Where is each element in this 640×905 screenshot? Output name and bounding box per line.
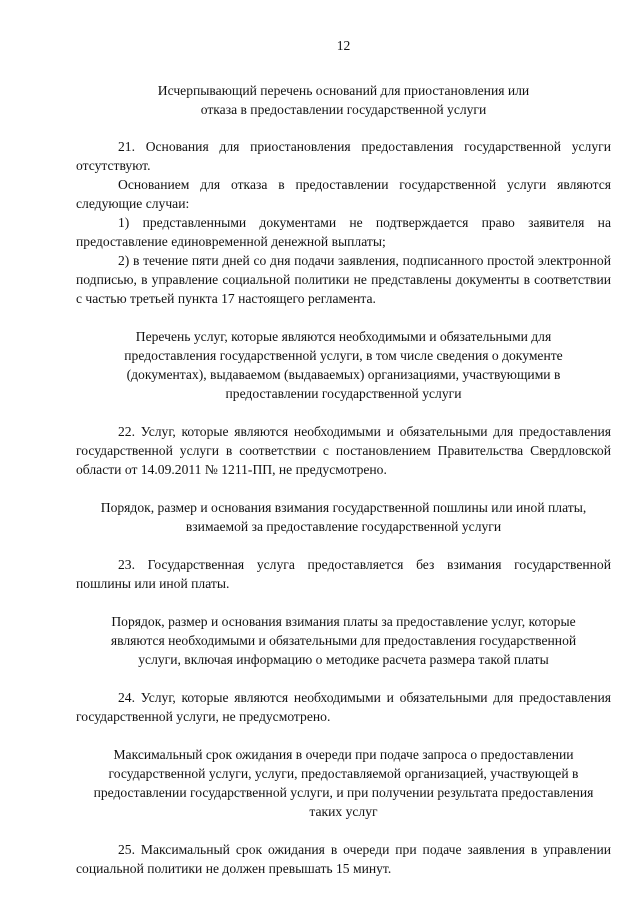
paragraph: 23. Государственная услуга предоставляется без взимания государственной пошлины или иной платы. [76, 557, 611, 591]
paragraph: 24. Услуг, которые являются необходимыми и обязательными для предоставления государственной услуги, не предусмотрено. [76, 690, 611, 724]
page-number: 12 [336, 38, 351, 53]
document-page [76, 36, 611, 878]
section-heading: Максимальный срок ожидания в очереди при подаче запроса о предоставлении государственной услуги, услуги, предоставляемой организацией, участвующей в предоставлении государственной услуги, и при получении результата предоставления таких услуг [93, 747, 594, 819]
paragraph: 25. Максимальный срок ожидания в очереди при подаче заявления в управлении социальной политики не должен превышать 15 минут. [76, 842, 611, 876]
section-heading: Исчерпывающий перечень оснований для приостановления или отказа в предоставлении государственной услуги [157, 83, 530, 117]
section-heading: Порядок, размер и основания взимания платы за предоставление услуг, которые являются необходимыми и обязательными для предоставления государственной услуги, включая информацию о методике расчета размера такой платы [110, 614, 577, 667]
paragraph: 22. Услуг, которые являются необходимыми и обязательными для предоставления государственной услуги в соответствии с постановлением Правительства Свердловской области от 14.09.2011 № 1211-ПП, не предусмотрено. [76, 424, 611, 477]
paragraph: 21. Основания для приостановления предоставления государственной услуги отсутствуют. [76, 139, 611, 173]
section-heading: Порядок, размер и основания взимания государственной пошлины или иной платы, взимаемой за предоставление государственной услуги [100, 500, 587, 534]
paragraph: Основанием для отказа в предоставлении государственной услуги являются следующие случаи: [76, 177, 611, 211]
section-heading: Перечень услуг, которые являются необходимыми и обязательными для предоставления государственной услуги, в том числе сведения о документе (документах), выдаваемом (выдаваемых) организациями, участвующими в предоставлении государственной услуги [124, 329, 563, 401]
paragraph: 2) в течение пяти дней со дня подачи заявления, подписанного простой электронной подписью, в управление социальной политики не представлены документы в соответствии с частью третьей пункта 17 настоящего регламента. [76, 253, 611, 306]
paragraph: 1) представленными документами не подтверждается право заявителя на предоставление единовременной денежной выплаты; [76, 215, 611, 249]
